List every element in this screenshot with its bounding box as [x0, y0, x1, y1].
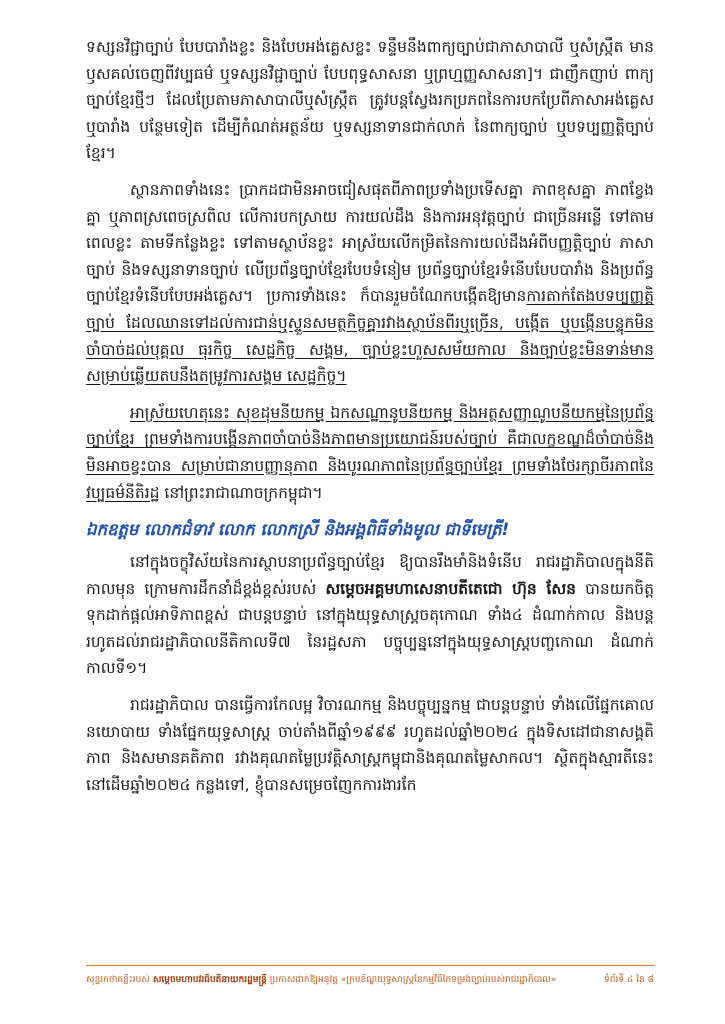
paragraph-3-underlined: អាស្រ័យហេតុនេះ សុខដុមនីយកម្ម ឯកសណ្ឋានូបនីយកម្ម និងអត្ថសញ្ញាណូបនីយកម្មនៃប្រព័ន្ធច្បាប់ខ្មែរ ព្រមទាំងការបង្កើនភាពចាំបាច់និងភាពមានប្រយោជន៍របស់ច្បាប់ គឺជាលក្ខខណ្ឌដ៏ចាំបាច់និងមិនអាចខ្វះបាន សម្រាប់ជានាបញ្ញានុភាព និងបូរណភាពនៃប្រព័ន្ធច្បាប់ខ្មែរ ព្រមទាំងថែរក្សាចីរភាពនៃវប្បធម៌នីតិរដ្ឋ: [86, 403, 654, 502]
paragraph-4-text-continued: បានយកចិត្តទុកដាក់ផ្តល់អាទិភាពខ្ពស់ ជាបន្តបន្ទាប់ នៅក្នុងយុទ្ធសាស្ត្រចតុកោណ ទាំង៤ ដំណាក់កាល និងបន្តរហូតដល់រាជរដ្ឋាភិបាលនីតិកាលទី៧ នៃរដ្ឋសភា បច្ចុប្បន្ននៅក្នុងយុទ្ធសាស្ត្របញ្ចកោណ ដំណាក់កាលទី១។: [86, 579, 654, 678]
paragraph-1: ទស្សនវិជ្ជាច្បាប់ បែបបារាំងខ្លះ និងបែបអង់គ្លេសខ្លះ ទន្ទឹមនឹងពាក្យច្បាប់ជាភាសាបាលី ឬសំស្រ្កឹត មានឫសគល់ចេញពីវប្បធម៌ ឬទស្សនវិជ្ជាច្បាប់ បែបពុទ្ធសាសនា ឬព្រហ្មញ្ញសាសនា]។ ជាញឹកញាប់ ពាក្យច្បាប់ខ្មែរថ្មីៗ ដែលប្រែតាមភាសាបាលីឬសំស្រ្កឹត ត្រូវបន្តស្វែងរកប្រភពនៃការបកប្រែពីភាសាអង់គ្លេស ឬបារាំង បន្ថែមទៀត ដើម្បីកំណត់អត្ថន័យ ឬទស្សនាទានជាក់លាក់ នៃពាក្យច្បាប់ ឬបទប្បញ្ញត្តិច្បាប់ខ្មែរ។: [86, 38, 654, 163]
footer-text: [86, 974, 596, 987]
paragraph-2: [86, 177, 654, 390]
footer-suffix: ប្រកាសដាក់ឱ្យអនុវត្ត «ក្របខ័ណ្ឌយុទ្ធសាស្ត្រនៃកម្មវិធីកែទម្រង់ច្បាប់របស់រាជរដ្ឋាភិបាល»: [266, 974, 557, 985]
paragraph-3-text: នៅព្រះរាជាណាចក្រកម្ពុជា។: [159, 483, 323, 502]
footer-prefix: សុន្ទរកថាគន្លឹះរបស់: [86, 974, 153, 985]
paragraph-5: រាជរដ្ឋាភិបាល បានធ្វើការកែលម្អ វិចារណកម្ម និងបច្ចុប្បន្នកម្ម ជាបន្តបន្ទាប់ ទាំងលើផ្នែកគោលនយោបាយ ទាំងផ្នែកយុទ្ធសាស្ត្រ ចាប់តាំងពីឆ្នាំ១៩៩៩ រហូតដល់ឆ្នាំ២០២៤ ក្នុងទិសដៅជានាសង្គតិភាព និងសមានគតិភាព រវាងគុណតម្លៃប្រវត្តិសាស្ត្រកម្ពុជានិងគុណតម្លៃសាកល។ ស្ថិតក្នុងស្មារតីនេះ នៅដើមឆ្នាំ២០២៤ កន្លងទៅ, ខ្ញុំបានសម្រេចញែកការងារកែ: [86, 696, 654, 794]
paragraph-4-bold-name: សម្តេចអគ្គមហាសេនាបតីតេជោ ហ៊ុន សែន: [325, 579, 576, 598]
paragraph-4-text: នៅក្នុងចក្ខុវិស័យនៃការស្ថាបនាប្រព័ន្ធច្បាប់ខ្មែរ ឱ្យបានរឹងមាំនិងទំនើប រាជរដ្ឋាភិបាលក្នុងនីតិកាលមុន ក្រោមការដឹកនាំដ៏ខ្ពង់ខ្ពស់របស់: [86, 553, 654, 598]
paragraph-4: [86, 549, 654, 682]
section-heading: ឯកឧត្តម លោកជំទាវ លោក លោកស្រី និងអង្គពិធីទាំងមូល ជាទីមេត្រី!: [86, 520, 510, 540]
footer-bold-title: សម្តេចមហាបវរធិបតីនាយករដ្ឋមន្ត្រី: [152, 974, 267, 985]
page-number: ទំព័រទី ៤ នៃ ៨: [604, 974, 654, 985]
paragraph-3: [86, 400, 654, 506]
paragraph-2-text: ស្ថានភាពទាំងនេះ ប្រាកដជាមិនអាចជៀសផុតពីភាពប្រទាំងប្រទើសគ្នា ភាពខុសគ្នា ភាពខ្វែងគ្នា ឬភាពស្រពេចស្រពិល លើការបកស្រាយ ការយល់ដឹង និងការអនុវត្តច្បាប់ ជាច្រើនអន្លើ ទៅតាមពេលខ្លះ តាមទីកន្លែងខ្លះ ទៅតាមស្ថាប័នខ្លះ អាស្រ័យលើកម្រិតនៃការយល់ដឹងអំពីបញ្ញត្តិច្បាប់ ភាសាច្បាប់ និងទស្សនាទានច្បាប់ លើប្រព័ន្ធច្បាប់ខ្មែរបែបទំនៀម ប្រព័ន្ធច្បាប់ខ្មែរទំនើបបែបបារាំង និងប្រព័ន្ធច្បាប់ខ្មែរទំនើបបែបអង់គ្លេស។ ប្រការទាំងនេះ ក៏បានរួមចំណែកបង្កើតឱ្យមាន: [86, 180, 654, 306]
page-footer: [86, 965, 654, 994]
paragraph-2-underlined: ការតាក់តែងបទប្បញ្ញត្តិច្បាប់ ដែលឈានទៅដល់ការជាន់ឬស្ទួនសមត្ថកិច្ចគ្នារវាងស្ថាប័នពីរឬច្រើន, បង្កើត ឬបង្កើនបន្ទុកមិនចាំបាច់ដល់បុគ្គល ធុរកិច្ច សេដ្ឋកិច្ច សង្គម, ច្បាប់ខ្លះហួសសម័យកាល និងច្បាប់ខ្លះមិនទាន់មាន សម្រាប់ឆ្លើយតបនឹងតម្រូវការសង្គម សេដ្ឋកិច្ច។: [86, 287, 654, 386]
page-body: [86, 34, 654, 798]
